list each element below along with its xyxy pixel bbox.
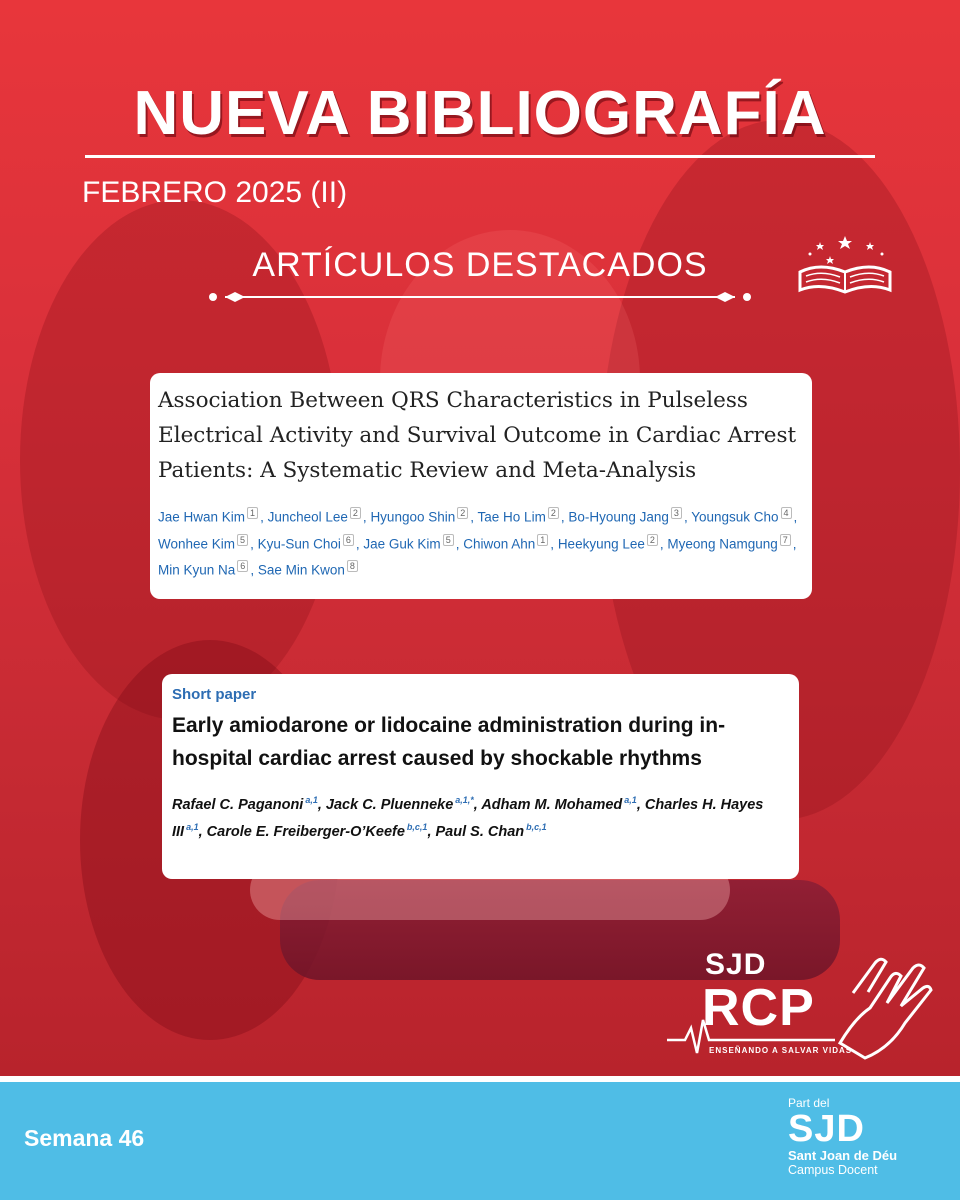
author-affiliation: 6 bbox=[237, 560, 248, 572]
page-subtitle: FEBRERO 2025 (II) bbox=[82, 176, 348, 209]
author-affiliation: 2 bbox=[457, 507, 468, 519]
author-affiliation: 2 bbox=[548, 507, 559, 519]
author-name[interactable]: Juncheol Lee bbox=[267, 509, 348, 525]
author-name[interactable]: Youngsuk Cho bbox=[691, 509, 779, 525]
author-name[interactable]: Kyu-Sun Choi bbox=[257, 536, 341, 551]
title-divider bbox=[85, 155, 875, 158]
article-card-2[interactable] bbox=[162, 674, 799, 879]
author-affiliation: 2 bbox=[350, 507, 361, 519]
author-affiliation: a,1,* bbox=[455, 795, 474, 805]
brand-line-2: Campus Docent bbox=[788, 1163, 878, 1177]
author-name[interactable]: Tae Ho Lim bbox=[477, 509, 546, 525]
sjd-campus-brand bbox=[788, 1096, 897, 1177]
logo-tagline: ENSEÑANDO A SALVAR VIDAS bbox=[709, 1046, 853, 1055]
author-list: Jae Hwan Kim $^1$ , Juncheol Lee $^2$ , Hyungoo Shin $^2$ , Tae Ho Lim $^2$ , Bo-Hyoung Jang $^3$ , Youngsuk Cho $^4$ , Wonhee Kim $^5$ , Kyu-Sun Choi $^6$ , Jae Guk Kim $^5$ , Chiwon Ahn $^1$ , Heekyung Lee $^2$ , Myeong Namgung $^7$ , Min Kyun Na $^6$ , Sae Min Kwon $^8$ bbox=[158, 508, 798, 578]
author-name[interactable]: Chiwon Ahn bbox=[463, 536, 536, 551]
author-affiliation: 5 bbox=[237, 534, 248, 546]
author-affiliation: 1 bbox=[537, 534, 548, 546]
author-name: Rafael C. Paganoni bbox=[172, 796, 304, 813]
author-list: Rafael C. Paganoni $^{a,1}$, Jack C. Pluenneke $^{a,1,*}$, Adham M. Mohamed $^{a,1}$, Charles H. Hayes III $^{a,1}$, Carole E. Freiberger-O’Keefe $^{b,c,1}$, Paul S. Chan $^{b,c,1}$ bbox=[172, 795, 764, 840]
author-name[interactable]: Jae Guk Kim bbox=[363, 536, 441, 551]
author-affiliation: 2 bbox=[647, 534, 658, 546]
author-name[interactable]: Myeong Namgung bbox=[667, 536, 778, 551]
author-name: Adham M. Mohamed bbox=[481, 796, 623, 813]
author-affiliation: 1 bbox=[247, 507, 258, 519]
author-affiliation: 6 bbox=[343, 534, 354, 546]
author-affiliation: 3 bbox=[671, 507, 682, 519]
brand-part-of: Part del bbox=[788, 1096, 830, 1110]
author-name[interactable]: Min Kyun Na bbox=[158, 562, 236, 578]
author-name[interactable]: Jae Hwan Kim bbox=[158, 509, 246, 525]
author-affiliation: a,1 bbox=[186, 821, 199, 832]
author-name: Jack C. Pluenneke bbox=[325, 796, 454, 813]
author-name[interactable]: Sae Min Kwon bbox=[257, 562, 345, 578]
author-affiliation: a,1 bbox=[624, 795, 637, 805]
author-affiliation: 8 bbox=[347, 560, 358, 572]
ornament-divider bbox=[205, 290, 755, 304]
open-book-icon bbox=[790, 232, 900, 302]
article-type-label: Short paper bbox=[172, 686, 257, 703]
author-name: Carole E. Freiberger-O’Keefe bbox=[206, 823, 405, 840]
article-title[interactable]: Association Between QRS Characteristics in Pulseless Electrical Activity and Survival Outcome in Cardiac Arrest Patients: A Systematic Review and Meta-Analysis bbox=[158, 388, 797, 483]
author-affiliation: 4 bbox=[781, 507, 792, 519]
author-name[interactable]: Heekyung Lee bbox=[557, 536, 645, 551]
article-title[interactable]: Early amiodarone or lidocaine administration during in-hospital cardiac arrest caused by shockable rhythms bbox=[172, 714, 726, 770]
author-affiliation: 7 bbox=[780, 534, 791, 546]
brand-name: SJD bbox=[788, 1108, 865, 1150]
brand-line-1: Sant Joan de Déu bbox=[788, 1148, 898, 1163]
week-label: Semana 46 bbox=[24, 1125, 145, 1151]
logo-sjd: SJD bbox=[705, 948, 767, 981]
author-affiliation: b,c,1 bbox=[526, 821, 547, 832]
article-card-1[interactable] bbox=[150, 373, 812, 599]
author-name: Paul S. Chan bbox=[435, 823, 525, 840]
author-name[interactable]: Wonhee Kim bbox=[158, 536, 236, 551]
page-title: NUEVA BIBLIOGRAFÍA bbox=[133, 79, 827, 148]
section-heading: ARTÍCULOS DESTACADOS bbox=[252, 246, 708, 284]
author-affiliation: a,1 bbox=[305, 795, 318, 805]
sjd-rcp-logo bbox=[665, 948, 935, 1073]
logo-rcp: RCP bbox=[702, 979, 815, 1037]
author-name: Charles H. Hayes III bbox=[172, 796, 764, 840]
author-name[interactable]: Hyungoo Shin bbox=[370, 509, 456, 525]
author-name[interactable]: Bo-Hyoung Jang bbox=[568, 509, 669, 525]
author-affiliation: b,c,1 bbox=[406, 821, 428, 832]
author-affiliation: 5 bbox=[443, 534, 454, 546]
